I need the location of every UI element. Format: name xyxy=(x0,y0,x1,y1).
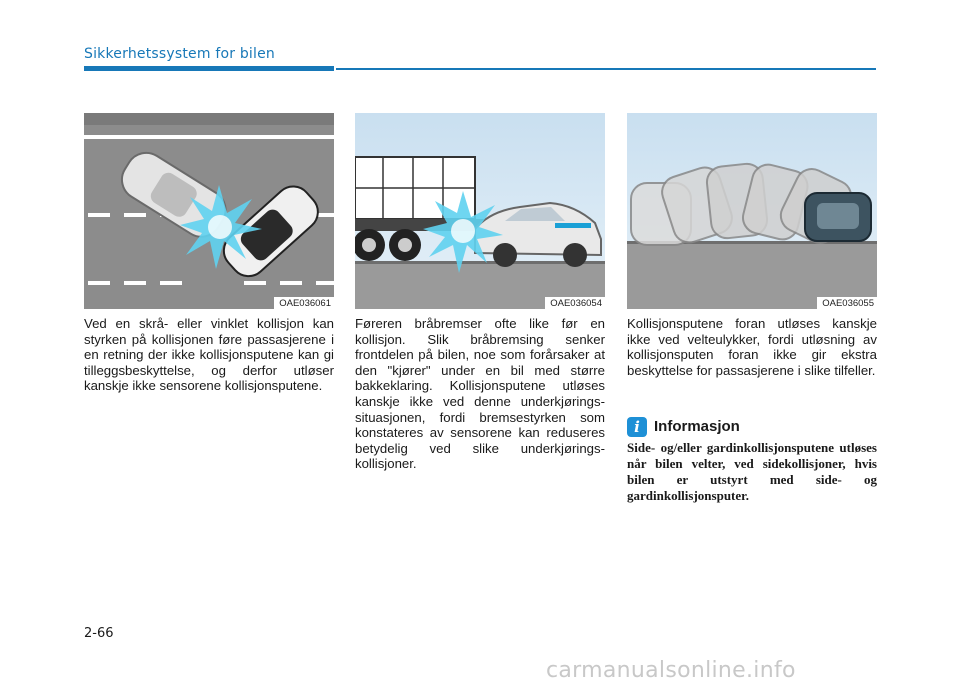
header-rule-thin xyxy=(336,68,876,70)
info-title: Informasjon xyxy=(654,418,740,435)
header-rule-thick xyxy=(84,66,334,71)
oblique-collision-illustration xyxy=(84,113,334,309)
figure-code: OAE036054 xyxy=(545,297,605,309)
figure-rollover xyxy=(627,113,877,309)
page-number: 2-66 xyxy=(84,626,114,641)
figure-oblique-collision xyxy=(84,113,334,309)
watermark: carmanualsonline.info xyxy=(546,658,796,683)
column-2-text: Føreren bråbremser ofte like før en kollisjon. Slik bråbremsing senker frontdelen på bilen, noe som forårsaker at den "kjører" under en bil med større bakkeklaring. Kollisjonsputene utløses kanskje ikke ved denne underkjørings-situasjonen, fordi bremsestyrken som konstateres av sensorene kan reduseres betydelig ved slike underkjørings-kollisjoner. xyxy=(355,316,605,472)
info-text: Side- og/eller gardinkollisjonsputene utløses når bilen velter, ved sidekollisjoner, hvis bilen er utstyrt med side- og gardinkollisjonsputer. xyxy=(627,440,877,503)
underride-collision-illustration xyxy=(355,113,605,309)
info-icon: i xyxy=(627,417,647,437)
column-3-text: Kollisjonsputene foran utløses kanskje ikke ved velteulykker, fordi utløsning av kollisjonsputen foran ikke gir ekstra beskyttelse for passasjerene i slike tilfeller. xyxy=(627,316,877,378)
figure-underride-collision xyxy=(355,113,605,309)
section-title: Sikkerhetssystem for bilen xyxy=(84,46,276,62)
figure-code: OAE036055 xyxy=(817,297,877,309)
figure-code: OAE036061 xyxy=(274,297,334,309)
rollover-illustration xyxy=(627,113,877,309)
column-1-text: Ved en skrå- eller vinklet kollisjon kan styrken på kollisjonen føre passasjerene i en retning der ikke kollisjonsputene kan gi tilleggsbeskyttelse, og derfor utløser kanskje ikke sensorene kollisjonsputene. xyxy=(84,316,334,394)
